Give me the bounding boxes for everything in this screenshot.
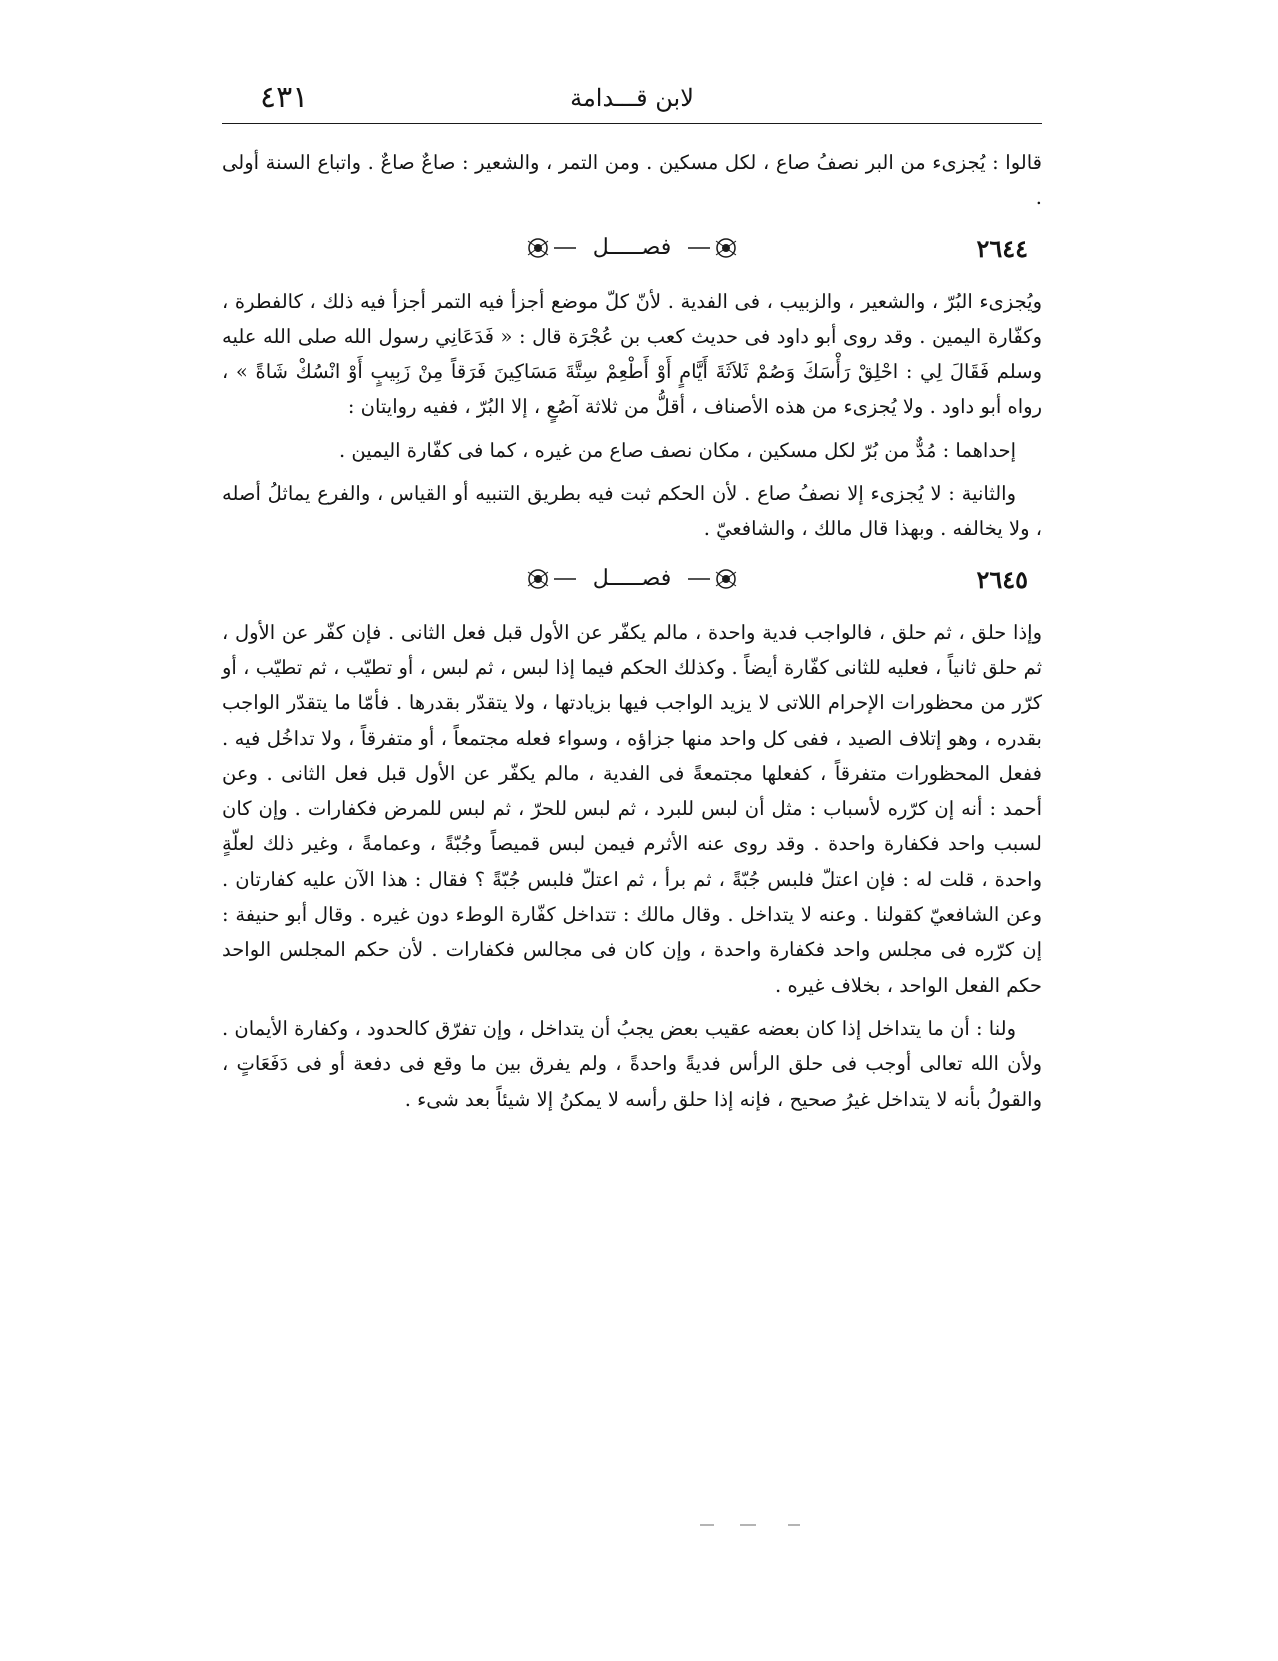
paragraph: إحداهما : مُدٌّ من بُرّ لكل مسكين ، مكان نصف صاع من غيره ، كما فى كفّارة اليمين .: [338, 438, 1016, 462]
ornament-icon: [516, 568, 576, 590]
body-text: [222, 145, 1042, 1125]
intro-paragraph: قالوا : يُجزىء من البر نصفُ صاع ، لكل مسكين . ومن التمر ، والشعير : صاعٌ صاعٌ . واتباع السنة أولى .: [222, 151, 1042, 210]
section-title: فصـــــل: [592, 565, 672, 591]
section-number: ٢٦٤٥: [976, 564, 1028, 594]
section-title-row: [222, 232, 1042, 264]
page-number: ٤٣١: [260, 80, 309, 115]
running-title: لابن قـــدامة: [570, 84, 694, 112]
section-title: فصـــــل: [592, 234, 672, 260]
ornament-icon: [516, 237, 576, 259]
paragraph: وإذا حلق ، ثم حلق ، فالواجب فدية واحدة ، مالم يكفّر عن الأول قبل فعل الثانى . فإن كفّر عن الأول ، ثم حلق ثانياً ، فعليه للثانى كفّارة أيضاً . وكذلك الحكم فيما إذا لبس ، ثم لبس ، أو تطيّب ، ثم تطيّب ، أو كرّر من محظورات الإحرام اللاتى لا يزيد الواجب فيها بزيادتها ، ولا يتقدّر بقدرها . فأمّا ما يتقدّر الواجب بقدره ، وهو إتلاف الصيد ، ففى كل واحد منها جزاؤه ، وسواء فعله مجتمعاً ، أو متفرقاً ، ولا تداخُل فيه . ففعل المحظورات متفرقاً ، كفعلها مجتمعةً فى الفدية ، مالم يكفّر عن الأول قبل فعل الثانى . وعن أحمد : أنه إن كرّره لأسباب : مثل أن لبس للبرد ، ثم لبس للحرّ ، ثم لبس للمرض فكفارات . وإن كان لسبب واحد فكفارة واحدة . وقد روى عنه الأثرم فيمن لبس قميصاً وجُبّةً ، وعمامةً ، وغير ذلك لعلّةٍ واحدة ، قلت له : فإن اعتلّ فلبس جُبّةً ، ثم برأ ، ثم اعتلّ فلبس جُبّةً ؟ فقال : هذا الآن عليه كفارتان . وعن الشافعيّ كقولنا . وعنه لا يتداخل . وقال مالك : تتداخل كفّارة الوطء دون غيره . وقال أبو حنيفة : إن كرّره فى مجلس واحد فكفارة واحدة ، وإن كان فى مجالس فكفارات . لأن حكم المجلس الواحد حكم الفعل الواحد ، بخلاف غيره .: [222, 620, 1042, 997]
ornament-icon: [688, 237, 748, 259]
header-rule: [222, 123, 1042, 124]
footer-mark: [700, 1523, 810, 1527]
paragraph: ويُجزىء البُرّ ، والشعير ، والزبيب ، فى الفدية . لأنّ كلّ موضع أجزأ فيه التمر أجزأ فيه ذلك ، كالفطرة ، وكفّارة اليمين . وقد روى أبو داود فى حديث كعب بن عُجْرَة قال : « فَدَعَانِي رسول الله صلى الله عليه وسلم فَقَالَ لِي : احْلِقْ رَأْسَكَ وَصُمْ ثَلاَثَةَ أَيَّامٍ أَوْ أَطْعِمْ سِتَّةَ مَسَاكِينَ فَرَقاً مِنْ زَبِيبٍ أَوْ انْسُكْ شَاةً » ، رواه أبو داود . ولا يُجزىء من هذه الأصناف ، أقلُّ من ثلاثة آصُعٍ ، إلا البُرّ ، ففيه روايتان :: [222, 289, 1042, 419]
section-heading: [222, 555, 1042, 607]
paragraph: ولنا : أن ما يتداخل إذا كان بعضه عقيب بعض يجبُ أن يتداخل ، وإن تفرّق كالحدود ، وكفارة الأيمان . ولأن الله تعالى أوجب فى حلق الرأس فديةً واحدةً ، ولم يفرق بين ما وقع فى دفعة أو فى دَفَعَاتٍ ، والقولُ بأنه لا يتداخل غيرُ صحيح ، فإنه إذا حلق رأسه لا يمكنُ إلا شيئاً بعد شىء .: [222, 1016, 1042, 1111]
ornament-icon: [688, 568, 748, 590]
section-heading: [222, 224, 1042, 276]
section-title-row: [222, 563, 1042, 595]
section-number: ٢٦٤٤: [976, 233, 1028, 263]
paragraph: والثانية : لا يُجزىء إلا نصفُ صاع . لأن الحكم ثبت فيه بطريق التنبيه أو القياس ، والفرع يماثلُ أصله ، ولا يخالفه . وبهذا قال مالك ، والشافعيّ .: [222, 482, 1042, 541]
